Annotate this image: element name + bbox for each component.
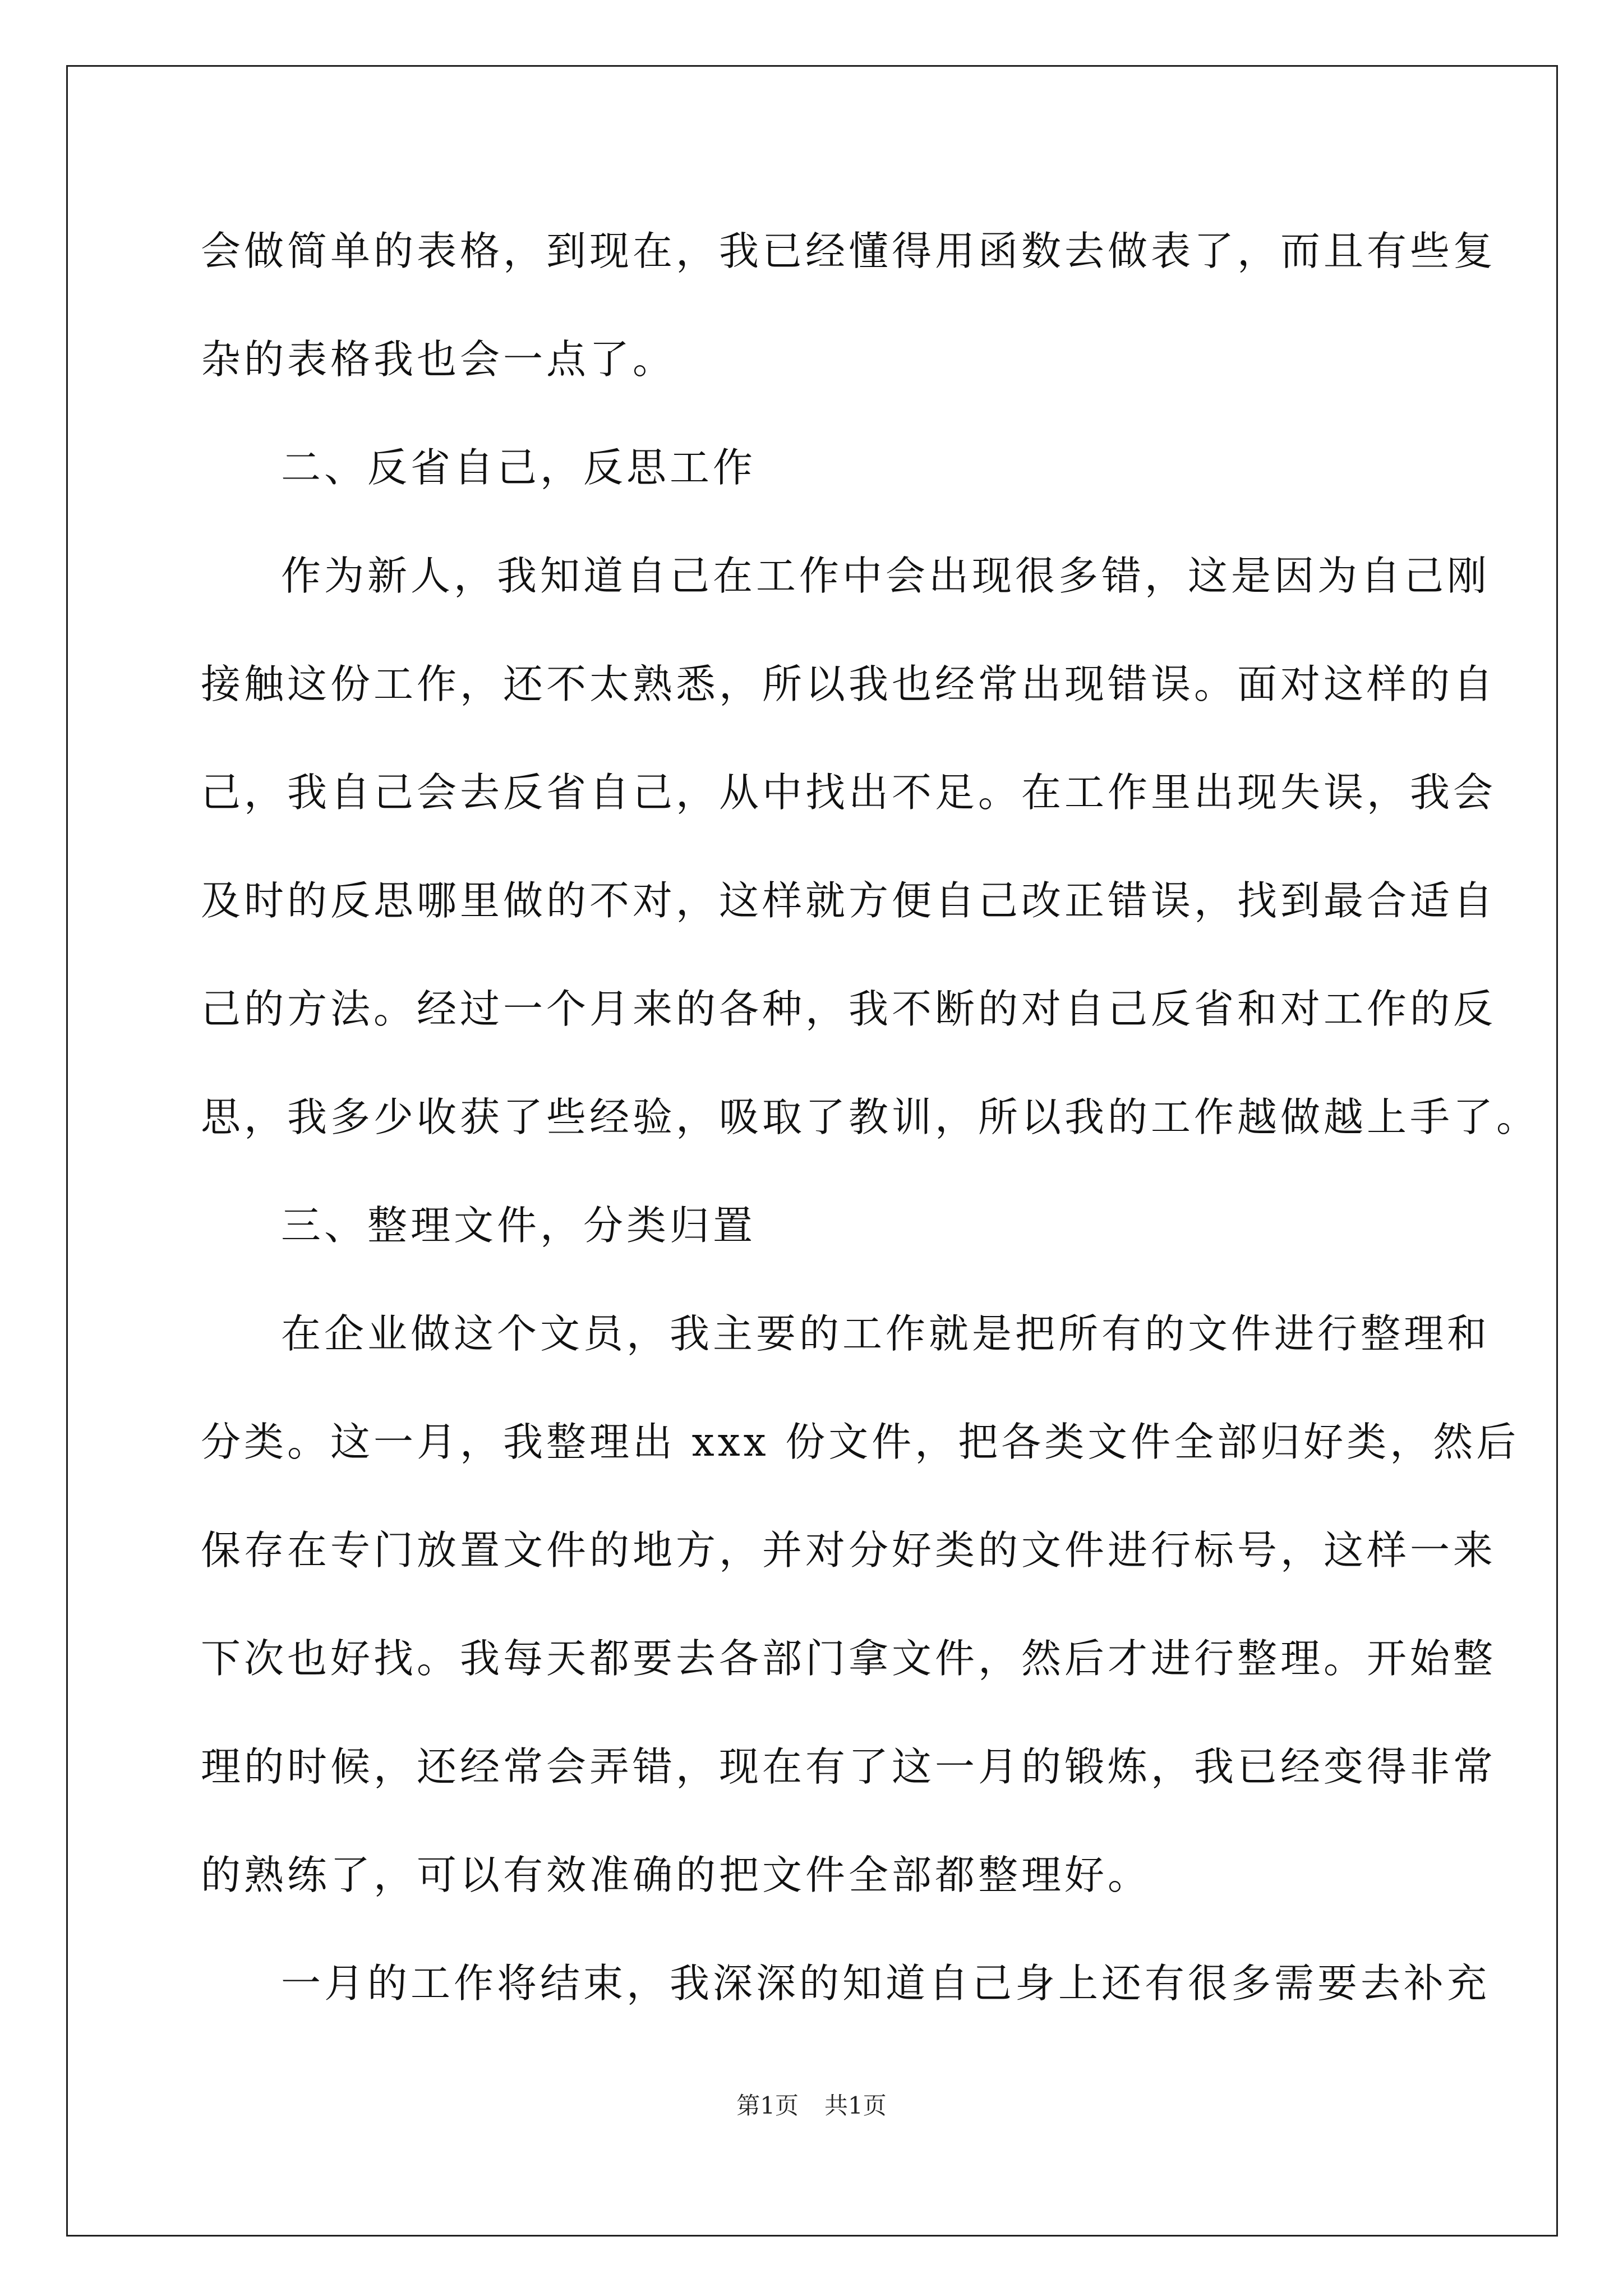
page-footer xyxy=(0,2089,1623,2123)
text-line: 分类。这一月，我整理出 xxx 份文件，把各类文件全部归好类，然后 xyxy=(201,1419,1520,1465)
page-number: 第1页 xyxy=(736,2092,799,2119)
text-line: 在企业做这个文员，我主要的工作就是把所有的文件进行整理和 xyxy=(281,1310,1491,1357)
section-heading: 二、反省自己，反思工作 xyxy=(281,444,757,491)
text-line: 会做简单的表格，到现在，我已经懂得用函数去做表了，而且有些复 xyxy=(201,228,1497,274)
text-line: 的熟练了，可以有效准确的把文件全部都整理好。 xyxy=(201,1852,1151,1898)
text-line: 己，我自己会去反省自己，从中找出不足。在工作里出现失误，我会 xyxy=(201,769,1497,816)
text-line: 己的方法。经过一个月来的各种，我不断的对自己反省和对工作的反 xyxy=(201,986,1497,1032)
text-line: 下次也好找。我每天都要去各部门拿文件，然后才进行整理。开始整 xyxy=(201,1635,1497,1682)
section-heading: 三、整理文件，分类归置 xyxy=(281,1202,757,1249)
text-line: 一月的工作将结束，我深深的知道自己身上还有很多需要去补充 xyxy=(281,1960,1491,2007)
text-line: 理的时候，还经常会弄错，现在有了这一月的锻炼，我已经变得非常 xyxy=(201,1743,1497,1790)
text-line: 及时的反思哪里做的不对，这样就方便自己改正错误，找到最合适自 xyxy=(201,877,1497,924)
text-line: 思，我多少收获了些经验，吸取了教训，所以我的工作越做越上手了。 xyxy=(201,1094,1540,1140)
text-line: 作为新人，我知道自己在工作中会出现很多错，这是因为自己刚 xyxy=(281,553,1491,599)
text-line: 杂的表格我也会一点了。 xyxy=(201,336,676,383)
text-line: 保存在专门放置文件的地方，并对分好类的文件进行标号，这样一来 xyxy=(201,1527,1497,1573)
page-total: 共1页 xyxy=(824,2092,887,2119)
text-line: 接触这份工作，还不太熟悉，所以我也经常出现错误。面对这样的自 xyxy=(201,661,1497,707)
